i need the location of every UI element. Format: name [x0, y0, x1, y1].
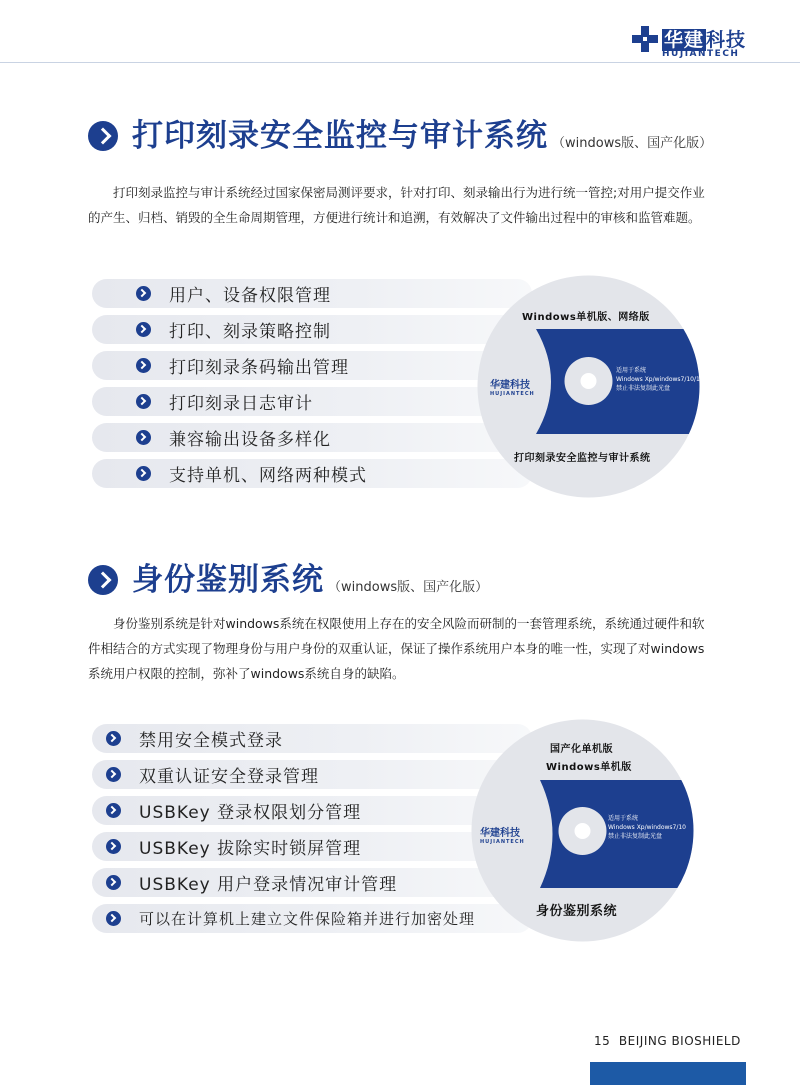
feature-item: 打印刻录日志审计 — [92, 387, 532, 416]
page-number: 15 — [594, 1034, 611, 1048]
section2-paragraph: 身份鉴别系统是针对windows系统在权限使用上存在的安全风险而研制的一套管理系统，系统通过硬件和软件相结合的方式实现了物理身份与用户身份的双重认证，保证了操作系统用户本身的唯一性，实现了对windows 系统用户权限的控制，弥补了windows系统自身的缺陷。 — [88, 616, 705, 681]
feature-item: 打印、刻录策略控制 — [92, 315, 532, 344]
footer-company: BEIJING BIOSHIELD — [618, 1034, 741, 1048]
section2-title: 身份鉴别系统 — [132, 562, 324, 598]
disc-bottom-label: 打印刻录安全监控与审计系统 — [514, 453, 651, 464]
feature-item: USBKey 登录权限划分管理 — [92, 796, 532, 825]
section1-paragraph: 打印刻录监控与审计系统经过国家保密局测评要求，针对打印、刻录输出行为进行统一管控;对用户提交作业的产生、归档、销毁的全生命周期管理，方便进行统计和追溯，有效解决了文件输出过程中的审核和监管难题。 — [88, 185, 705, 225]
product-disc-1 — [476, 274, 704, 499]
chevron-right-icon — [136, 358, 151, 373]
feature-item: 双重认证安全登录管理 — [92, 760, 532, 789]
feature-item: 支持单机、网络两种模式 — [92, 459, 532, 488]
logo-mark-icon — [632, 26, 658, 52]
disc-logo: 华建科技 HUJIANTECH — [490, 380, 535, 397]
section2-heading — [88, 554, 488, 599]
chevron-right-icon — [106, 839, 121, 854]
chevron-right-icon — [136, 430, 151, 445]
chevron-right-icon — [136, 322, 151, 337]
page-footer — [594, 1034, 741, 1048]
disc-logo: 华建科技 HUJIANTECH — [480, 828, 525, 845]
chevron-right-icon — [106, 731, 121, 746]
product-disc-2 — [470, 718, 695, 943]
disc-small-text: 适用于系统 Windows Xp/windows7/10 禁止非法复制此光盘 — [608, 815, 686, 840]
logo-text-cn: 华建 科技 — [664, 29, 747, 51]
disc-bottom-label: 身份鉴别系统 — [536, 904, 618, 919]
section1-title: 打印刻录安全监控与审计系统 — [132, 118, 548, 154]
disc-top-label-2: Windows单机版 — [546, 762, 632, 773]
chevron-right-icon — [106, 767, 121, 782]
disc-top-label: Windows单机版、网络版 — [522, 312, 650, 323]
disc-small-text: 适用于系统 Windows Xp/windows7/10/11 禁止非法复制此光盘 — [616, 367, 704, 392]
feature-item: 兼容输出设备多样化 — [92, 423, 532, 452]
chevron-right-icon — [88, 565, 118, 595]
chevron-right-icon — [88, 121, 118, 151]
feature-item: USBKey 拔除实时锁屏管理 — [92, 832, 532, 861]
feature-item: 用户、设备权限管理 — [92, 279, 532, 308]
feature-item: USBKey 用户登录情况审计管理 — [92, 868, 532, 897]
logo-text-en: HUJIANTECH — [662, 49, 740, 59]
disc-top-label-1: 国产化单机版 — [550, 744, 613, 755]
chevron-right-icon — [106, 875, 121, 890]
section2-feature-list — [92, 724, 532, 940]
feature-item: 打印刻录条码输出管理 — [92, 351, 532, 380]
section2-subtitle: （windows版、国产化版） — [328, 580, 489, 595]
section1-feature-list — [92, 279, 532, 495]
chevron-right-icon — [136, 286, 151, 301]
footer-bar — [590, 1062, 746, 1085]
feature-item: 禁用安全模式登录 — [92, 724, 532, 753]
chevron-right-icon — [136, 394, 151, 409]
chevron-right-icon — [106, 911, 121, 926]
chevron-right-icon — [106, 803, 121, 818]
company-logo — [632, 22, 762, 64]
section1-heading — [88, 110, 712, 155]
section1-subtitle: （windows版、国产化版） — [552, 136, 713, 151]
chevron-right-icon — [136, 466, 151, 481]
feature-item: 可以在计算机上建立文件保险箱并进行加密处理 — [92, 904, 532, 933]
